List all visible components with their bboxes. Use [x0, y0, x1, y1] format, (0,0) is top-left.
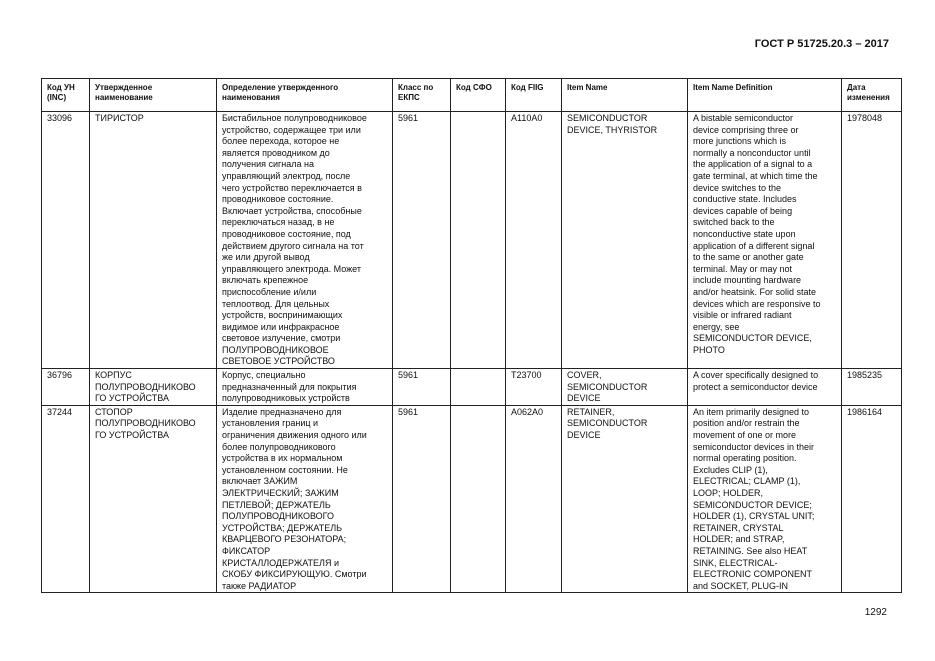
column-header-item-name-definition: Item Name Definition — [688, 79, 842, 112]
name-definition-cell: Бистабильное полупроводниковое устройство, содержащее три или более перехода, которое не является проводником до получения сигнала на управляющий электрод, после чего устройство переключается в проводниковое состояние. Включает устройства, способные переключаться назад, в не проводниковое состояние, под действием другого сигнала на тот же или другой вывод управляющего электрода. Может включать крепежное приспособление и/или теплоотвод. Для цельных устройств, воспринимающих видимое или инфракрасное световое излучение, смотри ПОЛУПРОВОДНИКОВОЕ СВЕТОВОЕ УСТРОЙСТВО — [217, 112, 393, 369]
column-header-inc-code: Код УН (INC) — [42, 79, 90, 112]
document-standard-header: ГОСТ Р 51725.20.3 – 2017 — [754, 38, 889, 50]
table-row — [42, 405, 902, 593]
item-name-cell: SEMICONDUCTOR DEVICE, THYRISTOR — [562, 112, 688, 369]
ekps-class-cell: 5961 — [393, 112, 451, 369]
table-header-row — [42, 79, 902, 112]
approved-name-cell: КОРПУС ПОЛУПРОВОДНИКОВО ГО УСТРОЙСТВА — [90, 369, 217, 406]
approved-name-cell: ТИРИСТОР — [90, 112, 217, 369]
item-name-definition-cell: A bistable semiconductor device comprising three or more junctions which is normally a nonconductor until the application of a signal to a gate terminal, at which time the device switches to the conductive state. Includes devices capable of being switched back to the nonconductive state upon application of a different signal to the same or another gate terminal. May or may not include mounting hardware and/or heatsink. For solid state devices which are responsive to visible or infrared radiant energy, see SEMICONDUCTOR DEVICE, PHOTO — [688, 112, 842, 369]
sfo-code-cell — [451, 405, 506, 593]
column-header-fiig-code: Код FIIG — [506, 79, 562, 112]
column-header-item-name: Item Name — [562, 79, 688, 112]
sfo-code-cell — [451, 369, 506, 406]
column-header-sfo-code: Код СФО — [451, 79, 506, 112]
change-date-cell: 1978048 — [842, 112, 902, 369]
column-header-ekps-class: Класс по ЕКПС — [393, 79, 451, 112]
table-row — [42, 369, 902, 406]
item-name-cell: RETAINER, SEMICONDUCTOR DEVICE — [562, 405, 688, 593]
name-definition-cell: Корпус, специально предназначенный для покрытия полупроводниковых устройств — [217, 369, 393, 406]
sfo-code-cell — [451, 112, 506, 369]
item-name-cell: COVER, SEMICONDUCTOR DEVICE — [562, 369, 688, 406]
fiig-code-cell: T23700 — [506, 369, 562, 406]
inc-code-cell: 36796 — [42, 369, 90, 406]
fiig-code-cell: A062A0 — [506, 405, 562, 593]
table-row — [42, 112, 902, 369]
approved-name-cell: СТОПОР ПОЛУПРОВОДНИКОВО ГО УСТРОЙСТВА — [90, 405, 217, 593]
inc-code-cell: 37244 — [42, 405, 90, 593]
change-date-cell: 1985235 — [842, 369, 902, 406]
inc-code-cell: 33096 — [42, 112, 90, 369]
change-date-cell: 1986164 — [842, 405, 902, 593]
ekps-class-cell: 5961 — [393, 369, 451, 406]
column-header-name-definition: Определение утвержденного наименования — [217, 79, 393, 112]
item-name-definition-cell: A cover specifically designed to protect a semiconductor device — [688, 369, 842, 406]
item-name-definition-cell: An item primarily designed to position and/or restrain the movement of one or more semiconductor devices in their normal operating position. Excludes CLIP (1), ELECTRICAL; CLAMP (1), LOOP; HOLDER, SEMICONDUCTOR DEVICE; HOLDER (1), CRYSTAL UNIT; RETAINER, CRYSTAL HOLDER; and STRAP, RETAINING. See also HEAT SINK, ELECTRICAL- ELECTRONIC COMPONENT and SOCKET, PLUG-IN — [688, 405, 842, 593]
name-definition-cell: Изделие предназначено для установления границ и ограничения движения одного или более полупроводникового устройства в их нормальном установленном состоянии. Не включает ЗАЖИМ ЭЛЕКТРИЧЕСКИЙ; ЗАЖИМ ПЕТЛЕВОЙ; ДЕРЖАТЕЛЬ ПОЛУПРОВОДНИКОВОГО УСТРОЙСТВА; ДЕРЖАТЕЛЬ КВАРЦЕВОГО РЕЗОНАТОРА; ФИКСАТОР КРИСТАЛЛОДЕРЖАТЕЛЯ и СКОБУ ФИКСИРУЮЩУЮ. Смотри также РАДИАТОР — [217, 405, 393, 593]
items-table — [41, 78, 902, 593]
page-number: 1292 — [864, 607, 887, 618]
ekps-class-cell: 5961 — [393, 405, 451, 593]
column-header-change-date: Дата изменения — [842, 79, 902, 112]
fiig-code-cell: A110A0 — [506, 112, 562, 369]
column-header-approved-name: Утвержденное наименование — [90, 79, 217, 112]
